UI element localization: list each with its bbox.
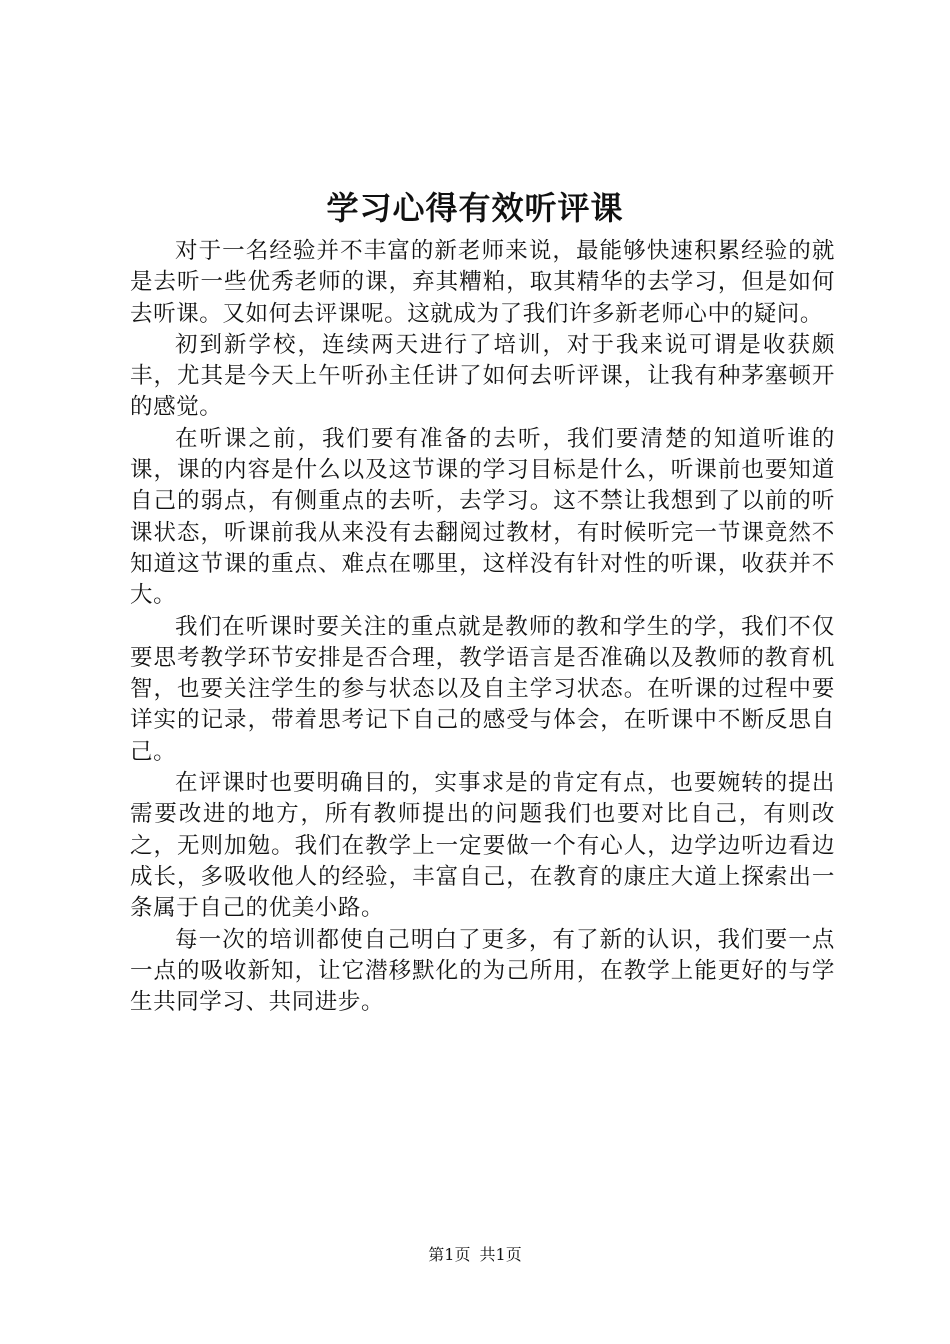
paragraph-3: 在听课之前，我们要有准备的去听，我们要清楚的知道听谁的课，课的内容是什么以及这节课的学习目标是什么，听课前也要知道自己的弱点，有侧重点的去听，去学习。这不禁让我想到了以前的听课状态，听课前我从来没有去翻阅过教材，有时候听完一节课竟然不知道这节课的重点、难点在哪里，这样没有针对性的听课，收获并不大。: [130, 425, 835, 609]
page-total: 共1页: [479, 1245, 522, 1264]
paragraph-6: 每一次的培训都使自己明白了更多，有了新的认识，我们要一点一点的吸收新知，让它潜移默化的为己所用，在教学上能更好的与学生共同学习、共同进步。: [130, 926, 835, 1016]
paragraph-4: 我们在听课时要关注的重点就是教师的教和学生的学，我们不仅要思考教学环节安排是否合理，教学语言是否准确以及教师的教育机智，也要关注学生的参与状态以及自主学习状态。在听课的过程中要详实的记录，带着思考记下自己的感受与体会，在听课中不断反思自己。: [130, 613, 835, 765]
paragraph-2: 初到新学校，连续两天进行了培训，对于我来说可谓是收获颇丰，尤其是今天上午听孙主任讲了如何去听评课，让我有种茅塞顿开的感觉。: [130, 331, 835, 421]
page-title: 学习心得有效听评课: [326, 189, 624, 227]
paragraph-1: 对于一名经验并不丰富的新老师来说，最能够快速积累经验的就是去听一些优秀老师的课，弃其糟粕，取其精华的去学习，但是如何去听课。又如何去评课呢。这就成为了我们许多新老师心中的疑问。: [130, 238, 835, 327]
paragraph-5: 在评课时也要明确目的，实事求是的肯定有点，也要婉转的提出需要改进的地方，所有教师提出的问题我们也要对比自己，有则改之，无则加勉。我们在教学上一定要做一个有心人，边学边听边看边成长，多吸收他人的经验，丰富自己，在教育的康庄大道上探索出一条属于自己的优美小路。: [130, 770, 835, 922]
document-body: [130, 236, 835, 1018]
page-footer: [0, 1244, 950, 1266]
page-number: 第1页: [428, 1245, 471, 1264]
